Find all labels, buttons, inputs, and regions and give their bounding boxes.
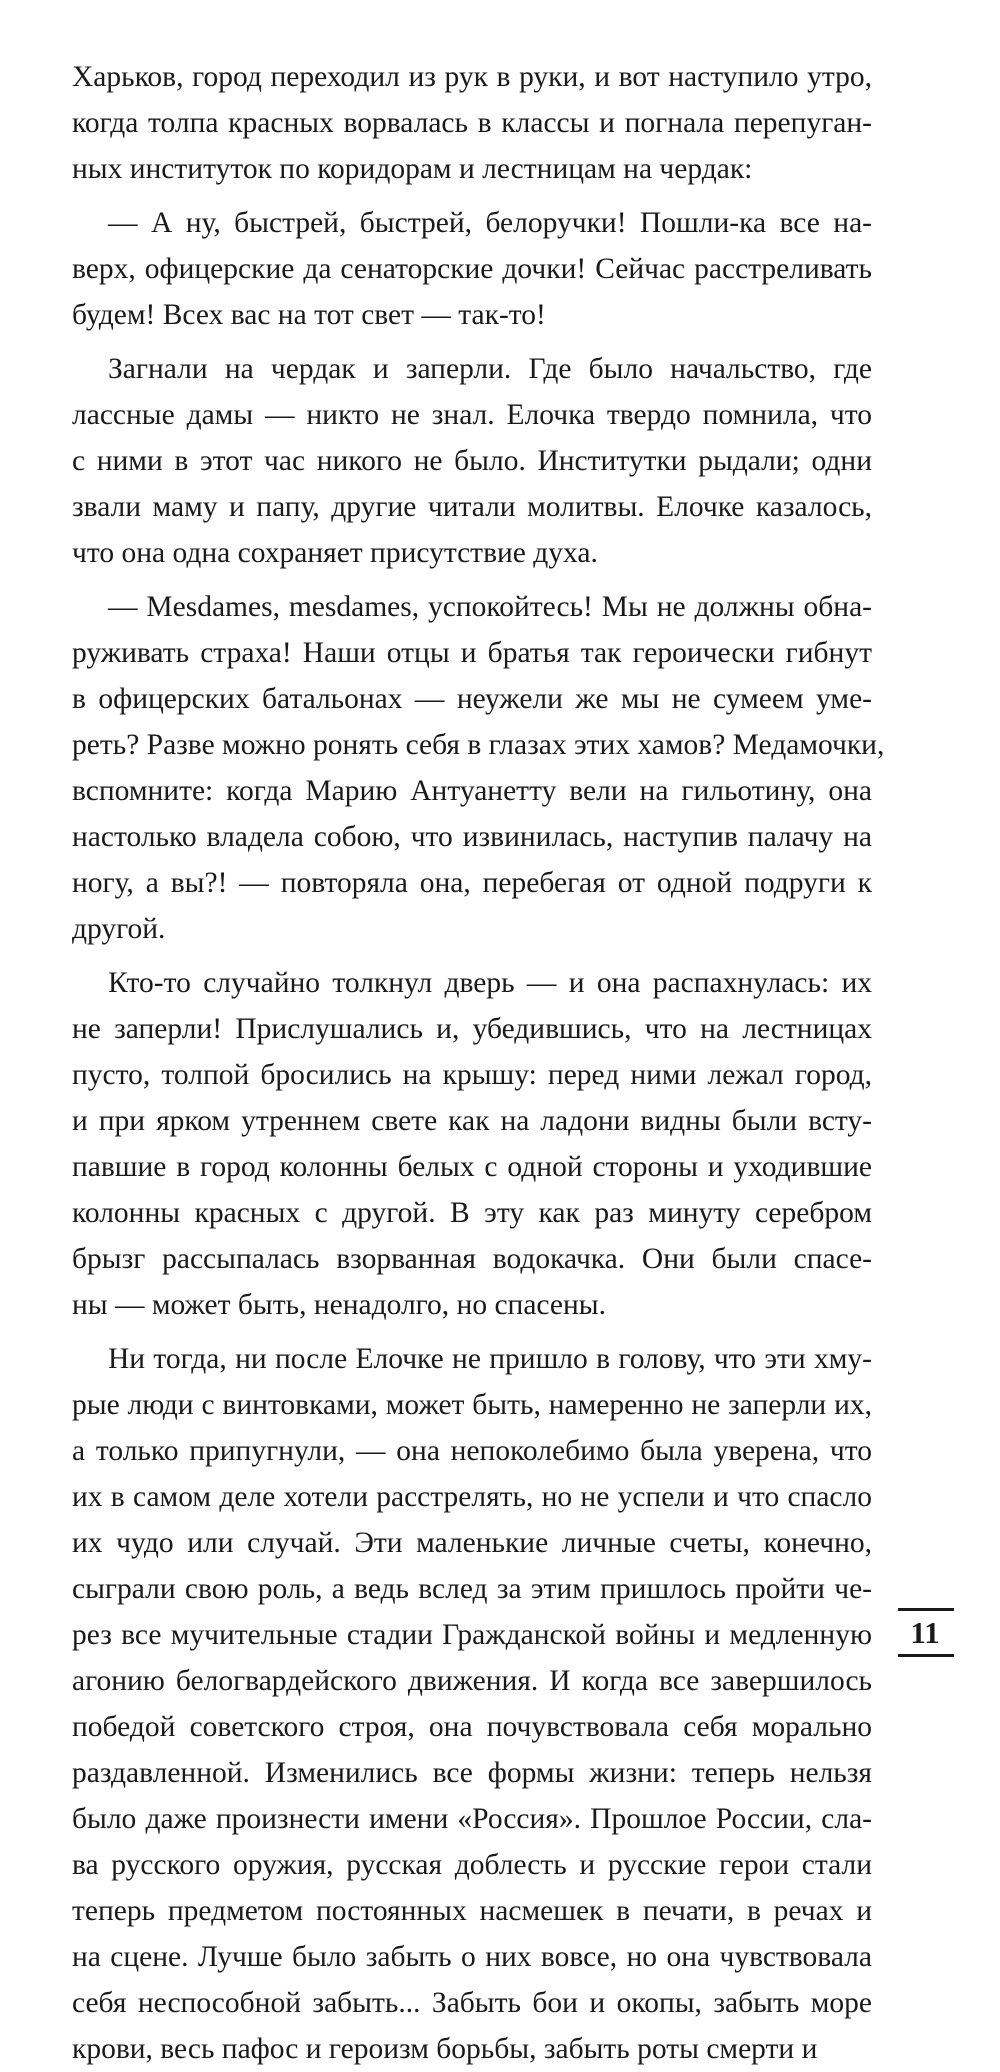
text-line: их в самом деле хотели расстрелять, но не успели и что спасло bbox=[72, 1481, 872, 1513]
text-line: Загнали на чердак и заперли. Где было начальство, где bbox=[108, 353, 872, 385]
paragraph bbox=[72, 200, 872, 338]
text-line: в офицерских батальонах — неужели же мы не сумеем уме- bbox=[72, 683, 872, 715]
text-line: рез все мучительные стадии Гражданской войны и медленную bbox=[72, 1619, 872, 1651]
text-line: а только припугнули, — она непоколебимо была уверена, что bbox=[72, 1435, 872, 1467]
text-line: крови, весь пафос и героизм борьбы, забыть роты смерти и bbox=[72, 2033, 818, 2065]
text-line: было даже произнести имени «Россия». Прошлое России, сла- bbox=[72, 1803, 872, 1835]
page-number-rule-bottom bbox=[898, 1654, 954, 1657]
text-line: Ни тогда, ни после Елочке не пришло в голову, что эти хму- bbox=[108, 1343, 872, 1375]
text-line: их чудо или случай. Эти маленькие личные счеты, конечно, bbox=[72, 1527, 872, 1559]
text-line: и при ярком утреннем свете как на ладони видны были всту- bbox=[72, 1105, 872, 1137]
text-line: Кто-то случайно толкнул дверь — и она распахнулась: их bbox=[108, 967, 872, 999]
text-line: раздавленной. Изменились все формы жизни: теперь нельзя bbox=[72, 1757, 872, 1789]
text-line: себя неспособной забыть... Забыть бои и окопы, забыть море bbox=[72, 1987, 872, 2019]
text-line: ны — может быть, ненадолго, но спасены. bbox=[72, 1289, 606, 1321]
paragraph bbox=[72, 960, 872, 1328]
paragraph-gap bbox=[72, 952, 872, 960]
text-line: ва русского оружия, русская доблесть и русские герои стали bbox=[72, 1849, 872, 1881]
text-line: победой советского строя, она почувствовала себя морально bbox=[72, 1711, 872, 1743]
text-line: настолько владела собою, что извинилась, наступив палачу на bbox=[72, 821, 872, 853]
text-line: руживать страха! Наши отцы и братья так героически гибнут bbox=[72, 637, 872, 669]
text-line: реть? Разве можно ронять себя в глазах этих хамов? Медамочки, bbox=[72, 729, 885, 761]
text-line: павшие в город колонны белых с одной стороны и уходившие bbox=[72, 1151, 872, 1183]
text-line: агонию белогвардейского движения. И когда все завершилось bbox=[72, 1665, 872, 1697]
text-line: будем! Всех вас на тот свет — так-то! bbox=[72, 299, 546, 331]
text-line: лассные дамы — никто не знал. Елочка твердо помнила, что bbox=[72, 399, 872, 431]
page-text bbox=[72, 54, 885, 2072]
text-line: на сцене. Лучше было забыть о них вовсе, но она чувствовала bbox=[72, 1941, 872, 1973]
text-line: — А ну, быстрей, быстрей, белоручки! Пошли-ка все на- bbox=[108, 207, 872, 239]
text-line: верх, офицерские да сенаторские дочки! Сейчас расстреливать bbox=[72, 253, 872, 285]
paragraph-gap bbox=[72, 576, 872, 584]
text-line: колонны красных с другой. В эту как раз минуту серебром bbox=[72, 1197, 872, 1229]
text-line: ногу, а вы?! — повторяла она, перебегая от одной подруги к bbox=[72, 867, 872, 899]
text-line: рые люди с винтовками, может быть, намеренно не заперли их, bbox=[72, 1389, 872, 1421]
page-number: 11 bbox=[910, 1615, 940, 1650]
paragraph bbox=[72, 346, 872, 576]
text-line: теперь предметом постоянных насмешек в печати, в речах и bbox=[72, 1895, 872, 1927]
paragraph bbox=[72, 584, 885, 952]
paragraph-gap bbox=[72, 192, 872, 200]
text-line: когда толпа красных ворвалась в классы и погнала перепуган- bbox=[72, 107, 872, 139]
text-line: что она одна сохраняет присутствие духа. bbox=[72, 537, 598, 569]
text-line: вспомните: когда Марию Антуанетту вели на гильотину, она bbox=[72, 775, 872, 807]
paragraph bbox=[72, 54, 872, 192]
text-line: брызг рассыпалась взорванная водокачка. Они были спасе- bbox=[72, 1243, 872, 1275]
text-line: Харьков, город переходил из рук в руки, и вот наступило утро, bbox=[72, 61, 872, 93]
paragraph bbox=[72, 1336, 872, 2072]
text-line: другой. bbox=[72, 913, 166, 945]
page-number-rule-top bbox=[898, 1608, 954, 1611]
text-line: не заперли! Прислушались и, убедившись, что на лестницах bbox=[72, 1013, 872, 1045]
text-line: — Mesdames, mesdames, успокойтесь! Мы не должны обна- bbox=[108, 591, 872, 623]
text-line: звали маму и папу, другие читали молитвы. Елочке казалось, bbox=[72, 491, 872, 523]
text-line: ных институток по коридорам и лестницам на чердак: bbox=[72, 153, 753, 185]
text-line: с ними в этот час никого не было. Институтки рыдали; одни bbox=[72, 445, 872, 477]
paragraph-gap bbox=[72, 338, 872, 346]
paragraph-gap bbox=[72, 1328, 872, 1336]
text-line: сыграли свою роль, а ведь вслед за этим пришлось пройти че- bbox=[72, 1573, 872, 1605]
text-line: пусто, толпой бросились на крышу: перед ними лежал город, bbox=[72, 1059, 872, 1091]
